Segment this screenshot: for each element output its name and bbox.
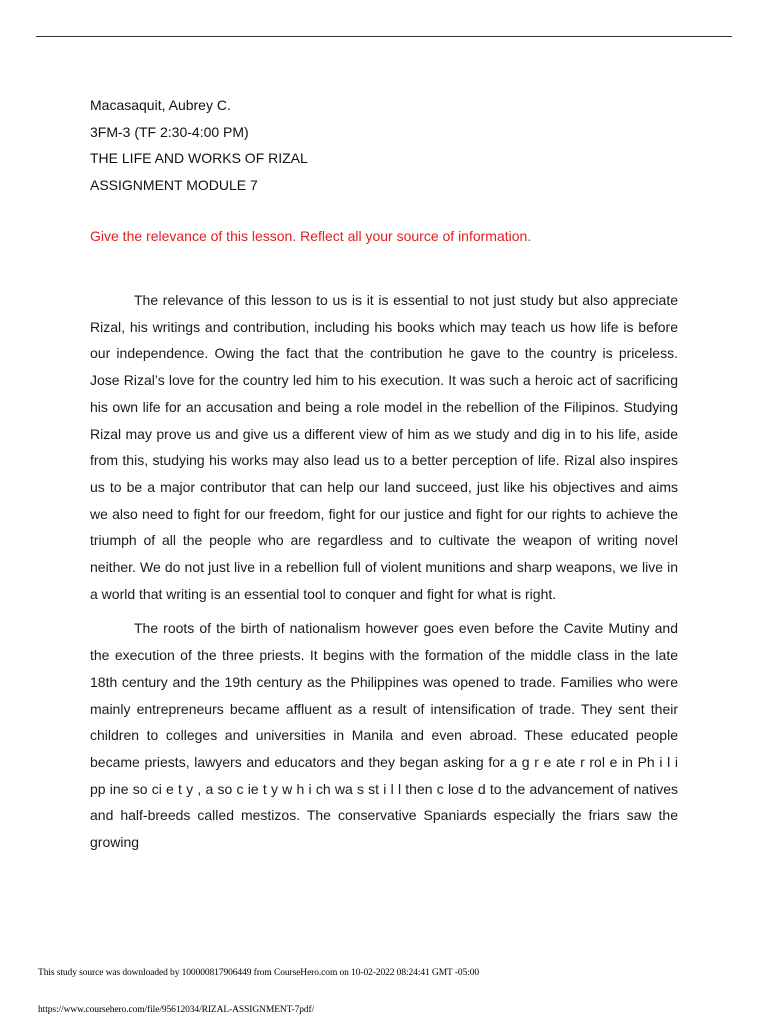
- assignment-prompt: Give the relevance of this lesson. Reflect all your source of information.: [90, 228, 532, 244]
- source-url[interactable]: https://www.coursehero.com/file/95612034/RIZAL-ASSIGNMENT-7pdf/: [38, 1005, 315, 1015]
- essay-paragraph-2: The roots of the birth of nationalism however goes even before the Cavite Mutiny and the execution of the three priests. It begins with the formation of the middle class in the late 18th century and the 19th century as the Philippines was opened to trade. Families who were mainly entrepreneurs became affluent as a result of intensification of trade. They sent their children to colleges and universities in Manila and even abroad. These educated people became priests, lawyers and educators and they began asking for a g r e ate r rol e in Ph i l i pp ine so ci e t y , a so c ie t y w h i ch wa s st i l l then c lose d to the advancement of natives and half-breeds called mestizos. The conservative Spaniards especially the friars saw the growing: [90, 620, 678, 851]
- class-section: 3FM-3 (TF 2:30-4:00 PM): [90, 123, 249, 140]
- assignment-title: ASSIGNMENT MODULE 7: [90, 176, 258, 193]
- essay-paragraph-1: The relevance of this lesson to us is it is essential to not just study but also appreciate Rizal, his writings and contribution, including his books which may teach us how life is before our independence. Owing the fact that the contribution he gave to the country is priceless. Jose Rizal’s love for the country led him to his execution. It was such a heroic act of sacrificing his own life for an accusation and being a role model in the rebellion of the Filipinos. Studying Rizal may prove us and give us a different view of him as we study and dig in to his life, aside from this, studying his works may also lead us to a better perception of life. Rizal also inspires us to be a major contributor that can help our land succeed, just like his objectives and aims we also need to fight for our freedom, fight for our justice and fight for our rights to achieve the triumph of all the people who are regardless and to cultivate the weapon of writing novel neither. We do not just live in a rebellion full of violent munitions and sharp weapons, we live in a world that writing is an essential tool to conquer and fight for what is right.: [90, 292, 678, 602]
- top-divider: [36, 36, 732, 37]
- student-name: Macasaquit, Aubrey C.: [90, 97, 231, 113]
- essay-body: [90, 287, 678, 856]
- document-header: [90, 92, 690, 198]
- course-title: THE LIFE AND WORKS OF RIZAL: [90, 150, 308, 166]
- download-notice: This study source was downloaded by 100000817906449 from CourseHero.com on 10-02-2022 08:24:41 GMT -05:00: [38, 968, 480, 978]
